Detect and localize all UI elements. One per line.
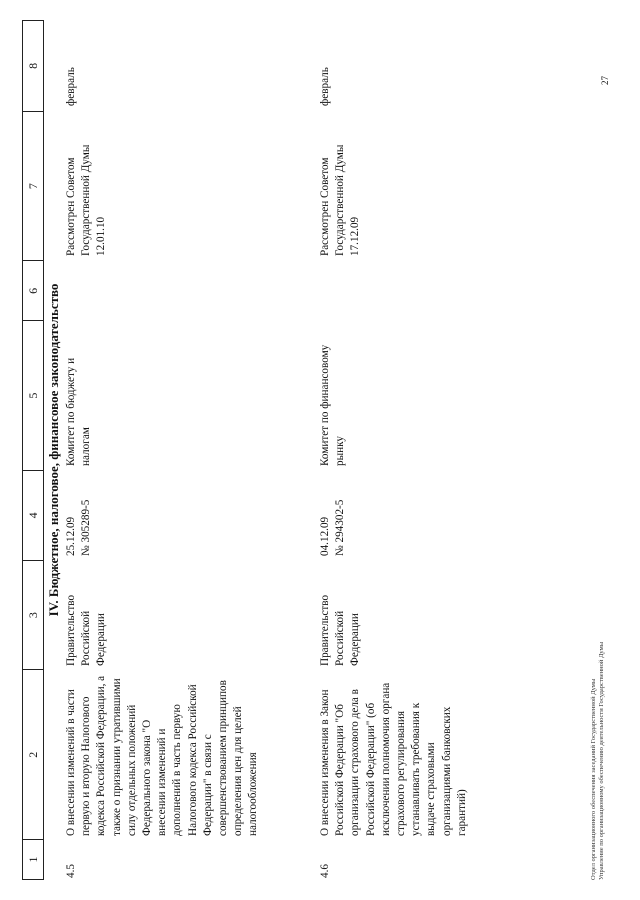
bill-title: О внесении изменений в части первую и вторую Налогового кодекса Российской Федерации, а также о признании утратившими силу отдельных положений Федерального закона "О внесении изменений и дополнений в часть первую Налогового кодекса Российской Федерации" в связи с совершенствованием принципов определения цен для целей налогообложения — [65, 675, 260, 836]
column-header-7: 7 — [23, 111, 43, 261]
initiator: Правительство Российской Федерации — [65, 594, 108, 666]
row-number: 4.5 — [65, 864, 77, 878]
month: февраль — [65, 67, 77, 106]
registration-number: № 294302-5 — [334, 499, 347, 556]
registration-number: № 305289-5 — [80, 499, 93, 556]
month: февраль — [319, 67, 331, 106]
page-number: 27 — [600, 76, 610, 85]
section-title: IV. Бюджетное, налоговое, финансовое законодательство — [46, 283, 61, 617]
column-6-value — [64, 260, 262, 320]
status: Рассмотрен Советом Государственной Думы 17.12.09 — [319, 144, 362, 256]
table-row — [318, 20, 470, 880]
column-header-4: 4 — [23, 470, 43, 560]
status: Рассмотрен Советом Государственной Думы 12.01.10 — [65, 144, 108, 256]
registration-date: 04.12.09 — [319, 516, 331, 556]
row-number: 4.6 — [319, 864, 331, 878]
footer-department: Отдел организационного обеспечения заседаний Государственной Думы — [590, 678, 597, 880]
registration — [318, 470, 470, 560]
committee: Комитет по финансовому рынку — [319, 344, 347, 466]
table-header — [22, 20, 44, 880]
initiator: Правительство Российской Федерации — [319, 594, 362, 666]
registration-date: 25.12.09 — [65, 516, 77, 556]
column-header-6: 6 — [23, 260, 43, 320]
table-row — [64, 20, 262, 880]
column-header-3: 3 — [23, 560, 43, 670]
column-header-2: 2 — [23, 669, 43, 839]
column-6-value — [318, 260, 470, 320]
column-header-5: 5 — [23, 320, 43, 470]
committee: Комитет по бюджету и налогам — [65, 357, 93, 466]
footer-directorate: Управление по организационному обеспечению деятельности Государственной Думы — [598, 641, 605, 880]
registration — [64, 470, 262, 560]
column-header-1: 1 — [23, 839, 43, 879]
bill-title: О внесении изменения в Закон Российской Федерации "Об организации страхового дела в Российской Федерации" (об исключении полномочия органа страхового регулирования устанавливать требования к выдаче страховыми организациями банковских гарантий) — [319, 682, 468, 836]
column-header-8: 8 — [25, 62, 40, 69]
